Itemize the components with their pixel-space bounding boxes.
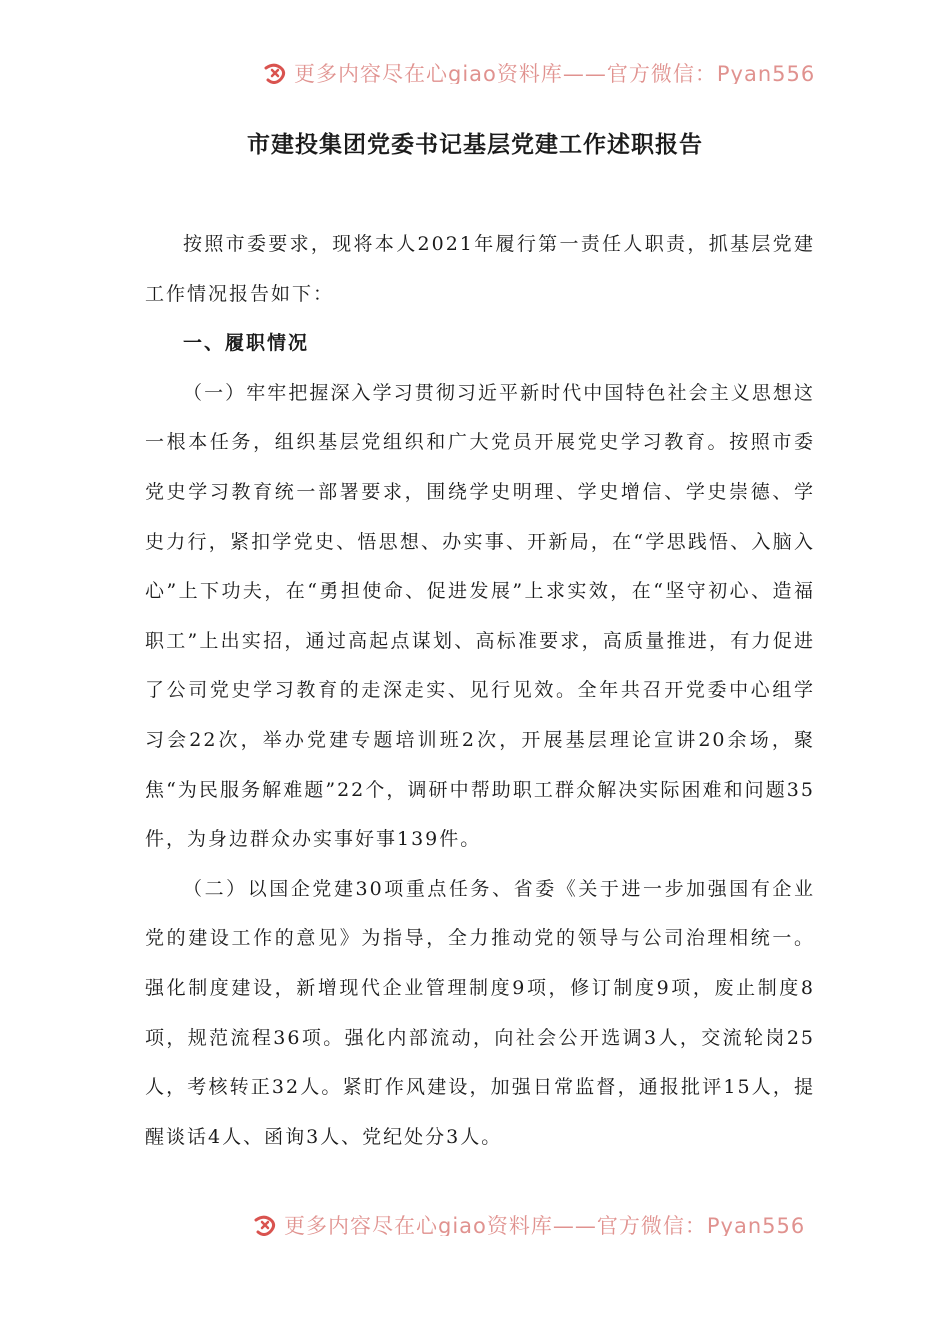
watermark-text: 更多内容尽在心giao资料库——官方微信：Pyan556 (294, 62, 816, 84)
watermark-logo-icon (262, 60, 288, 84)
section-heading: 一、履职情况 (183, 332, 310, 355)
watermark-text: 更多内容尽在心giao资料库——官方微信：Pyan556 (284, 1214, 806, 1236)
watermark-logo-icon (252, 1212, 278, 1236)
watermark-bottom (0, 1204, 950, 1236)
document-body (145, 220, 815, 1162)
intro-paragraph: 按照市委要求，现将本人2021年履行第一责任人职责，抓基层党建工作情况报告如下： (145, 233, 815, 305)
watermark-top (0, 52, 950, 84)
body-paragraph-1: （一）牢牢把握深入学习贯彻习近平新时代中国特色社会主义思想这一根本任务，组织基层党组织和广大党员开展党史学习教育。按照市委党史学习教育统一部署要求，围绕学史明理、学史增信、学史崇德、学史力行，紧扣学党史、悟思想、办实事、开新局，在“学思践悟、入脑入心”上下功夫，在“勇担使命、促进发展”上求实效，在“坚守初心、造福职工”上出实招，通过高起点谋划、高标准要求，高质量推进，有力促进了公司党史学习教育的走深走实、见行见效。全年共召开党委中心组学习会22次，举办党建专题培训班2次，开展基层理论宣讲20余场，聚焦“为民服务解难题”22个，调研中帮助职工群众解决实际困难和问题35件，为身边群众办实事好事139件。 (145, 381, 815, 851)
document-title: 市建投集团党委书记基层党建工作述职报告 (247, 132, 703, 158)
body-paragraph-2: （二）以国企党建30项重点任务、省委《关于进一步加强国有企业党的建设工作的意见》为指导，全力推动党的领导与公司治理相统一。强化制度建设，新增现代企业管理制度9项，修订制度9项，废止制度8项，规范流程36项。强化内部流动，向社会公开选调3人，交流轮岗25人，考核转正32人。紧盯作风建设，加强日常监督，通报批评15人，提醒谈话4人、函询3人、党纪处分3人。 (145, 877, 815, 1148)
